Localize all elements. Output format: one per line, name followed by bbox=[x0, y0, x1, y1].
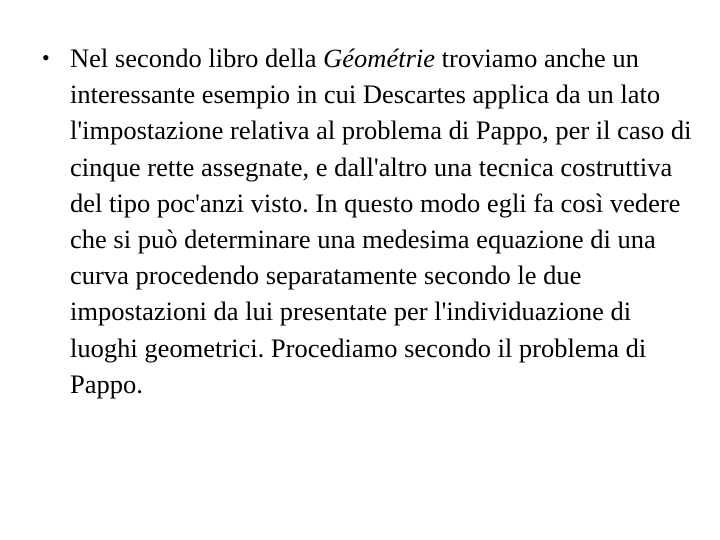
bullet-list bbox=[42, 40, 692, 402]
bullet-icon: • bbox=[42, 45, 50, 70]
bullet-item bbox=[42, 40, 692, 402]
paragraph-text-after: troviamo anche un interessante esempio in cui Descartes applica da un lato l'impostazione relativa al problema di Pappo, per il caso di cinque rette assegnate, e dall'altro una tecnica costruttiva del tipo poc'anzi visto. In questo modo egli fa così vedere che si può determinare una medesima equazione di una curva procedendo separatamente secondo le due impostazioni da lui presentate per l'individuazione di luoghi geometrici. Procediamo secondo il problema di Pappo. bbox=[70, 43, 692, 399]
book-title-italic: Géométrie bbox=[323, 43, 436, 73]
paragraph-text-before: Nel secondo libro della bbox=[70, 43, 324, 73]
